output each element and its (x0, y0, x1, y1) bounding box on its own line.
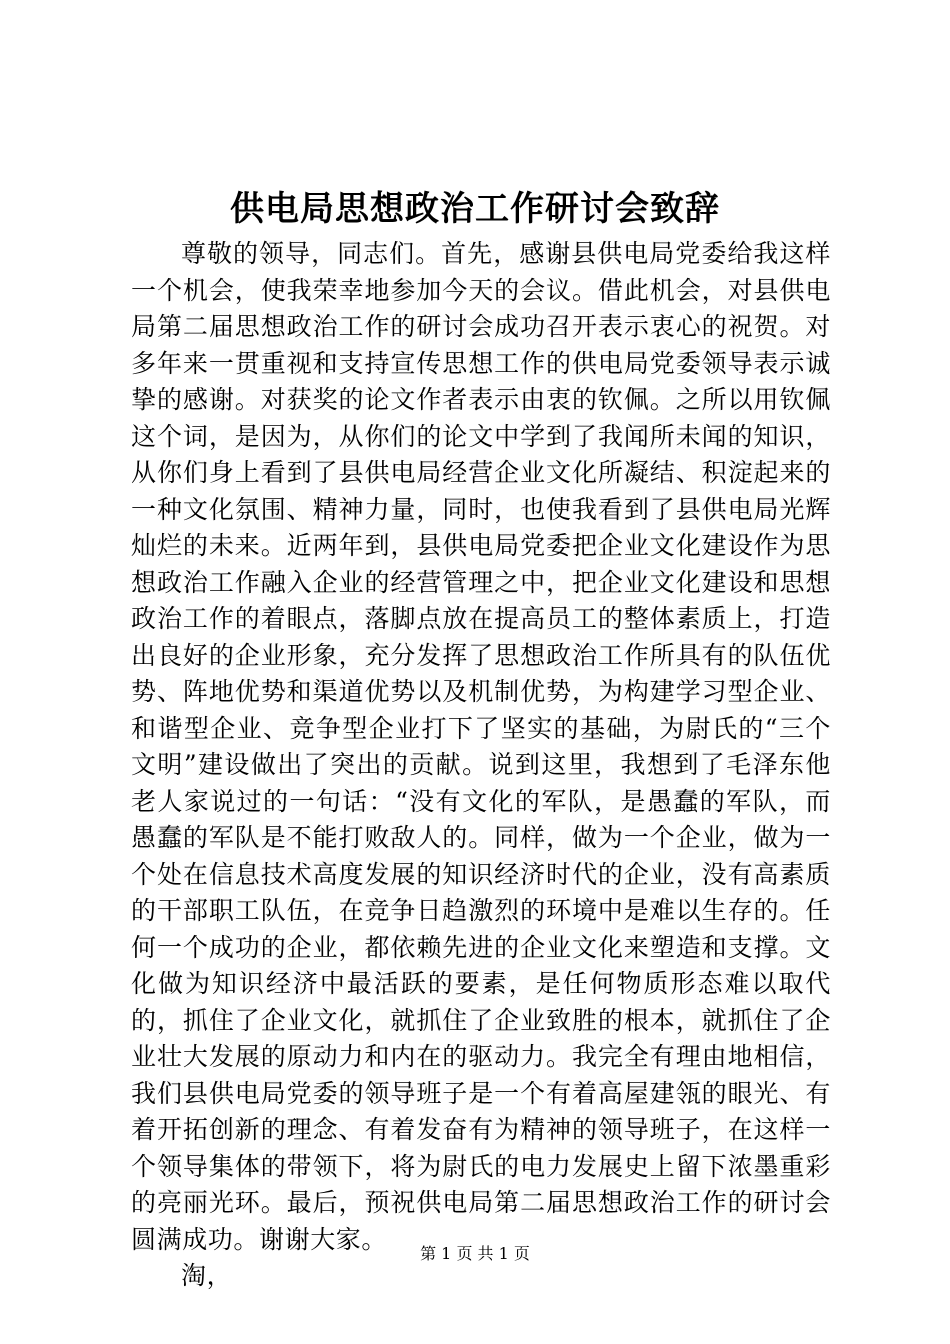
body-paragraph: 尊敬的领导，同志们。首先，感谢县供电局党委给我这样一个机会，使我荣幸地参加今天的会议。借此机会，对县供电局第二届思想政治工作的研讨会成功召开表示衷心的祝贺。对多年来一贯重视和支持宣传思想工作的供电局党委领导表示诚挚的感谢。对获奖的论文作者表示由衷的钦佩。之所以用钦佩这个词，是因为，从你们的论文中学到了我闻所未闻的知识，从你们身上看到了县供电局经营企业文化所凝结、积淀起来的一种文化氛围、精神力量，同时，也使我看到了县供电局光辉灿烂的未来。近两年到，县供电局党委把企业文化建设作为思想政治工作融入企业的经营管理之中，把企业文化建设和思想政治工作的着眼点，落脚点放在提高员工的整体素质上，打造出良好的企业形象，充分发挥了思想政治工作所具有的队伍优势、阵地优势和渠道优势以及机制优势，为构建学习型企业、和谐型企业、竞争型企业打下了坚实的基础，为尉氏的“三个文明”建设做出了突出的贡献。说到这里，我想到了毛泽东他老人家说过的一句话：“没有文化的军队，是愚蠢的军队，而愚蠢的军队是不能打败敌人的。同样，做为一个企业，做为一个处在信息技术高度发展的知识经济时代的企业，没有高素质的干部职工队伍，在竞争日趋激烈的环境中是难以生存的。任何一个成功的企业，都依赖先进的企业文化来塑造和支撑。文化做为知识经济中最活跃的要素，是任何物质形态难以取代的，抓住了企业文化，就抓住了企业致胜的根本，就抓住了企业壮大发展的原动力和内在的驱动力。我完全有理由地相信，我们县供电局党委的领导班子是一个有着高屋建瓴的眼光、有着开拓创新的理念、有着发奋有为精神的领导班子，在这样一个领导集体的带领下，将为尉氏的电力发展史上留下浓墨重彩的亮丽光环。最后，预祝供电局第二届思想政治工作的研讨会圆满成功。谢谢大家。 (131, 239, 831, 1254)
body-paragraph: 淘， (181, 1261, 233, 1290)
document-body (131, 236, 831, 1295)
document-title: 供电局思想政治工作研讨会致辞 (230, 189, 720, 229)
page-number: 第 1 页 共 1 页 (420, 1244, 530, 1263)
